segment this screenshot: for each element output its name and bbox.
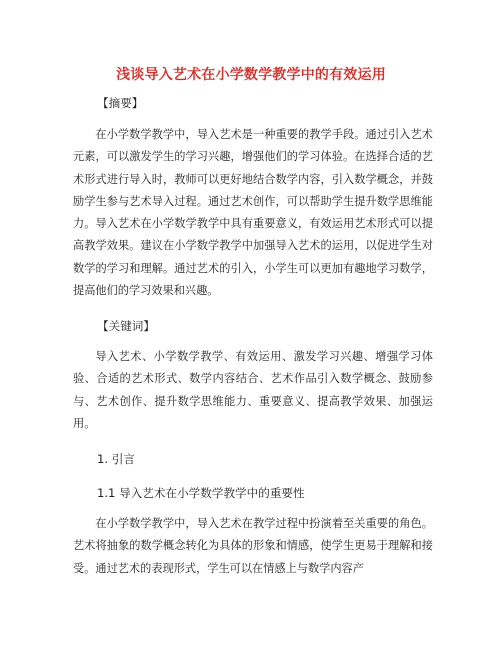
section-1-heading: 1. 引言 [97, 452, 135, 466]
keywords-paragraph: 导入艺术、小学数学教学、有效运用、激发学习兴趣、增强学习体验、合适的艺术形式、数学内容结合、艺术作品引入数学概念、鼓励参与、艺术创作、提升数学思维能力、重要意义、提高教学效果、加强运用。 [73, 350, 433, 430]
document-title: 浅谈导入艺术在小学数学教学中的有效运用 [116, 67, 386, 83]
keywords-heading: 【关键词】 [97, 319, 155, 333]
abstract-heading: 【摘要】 [97, 96, 144, 110]
abstract-paragraph: 在小学数学教学中，导入艺术是一种重要的教学手段。通过引入艺术元素，可以激发学生的学习兴趣，增强他们的学习体验。在选择合适的艺术形式进行导入时，教师可以更好地结合数学内容，引入数学概念，并鼓励学生参与艺术导入过程。通过艺术创作，可以帮助学生提升数学思维能力。导入艺术在小学数学教学中具有重要意义，有效运用艺术形式可以提高教学效果。建议在小学数学教学中加强导入艺术的运用，以促进学生对数学的学习和理解。通过艺术的引入，小学生可以更加有趣地学习数学，提高他们的学习效果和兴趣。 [73, 128, 433, 298]
section-1-1-heading: 1.1 导入艺术在小学数学教学中的重要性 [97, 486, 305, 500]
section-1-1-paragraph: 在小学数学教学中，导入艺术在教学过程中扮演着至关重要的角色。艺术将抽象的数学概念转化为具体的形象和情感，使学生更易于理解和接受。通过艺术的表现形式，学生可以在情感上与数学内容产 [73, 517, 433, 575]
